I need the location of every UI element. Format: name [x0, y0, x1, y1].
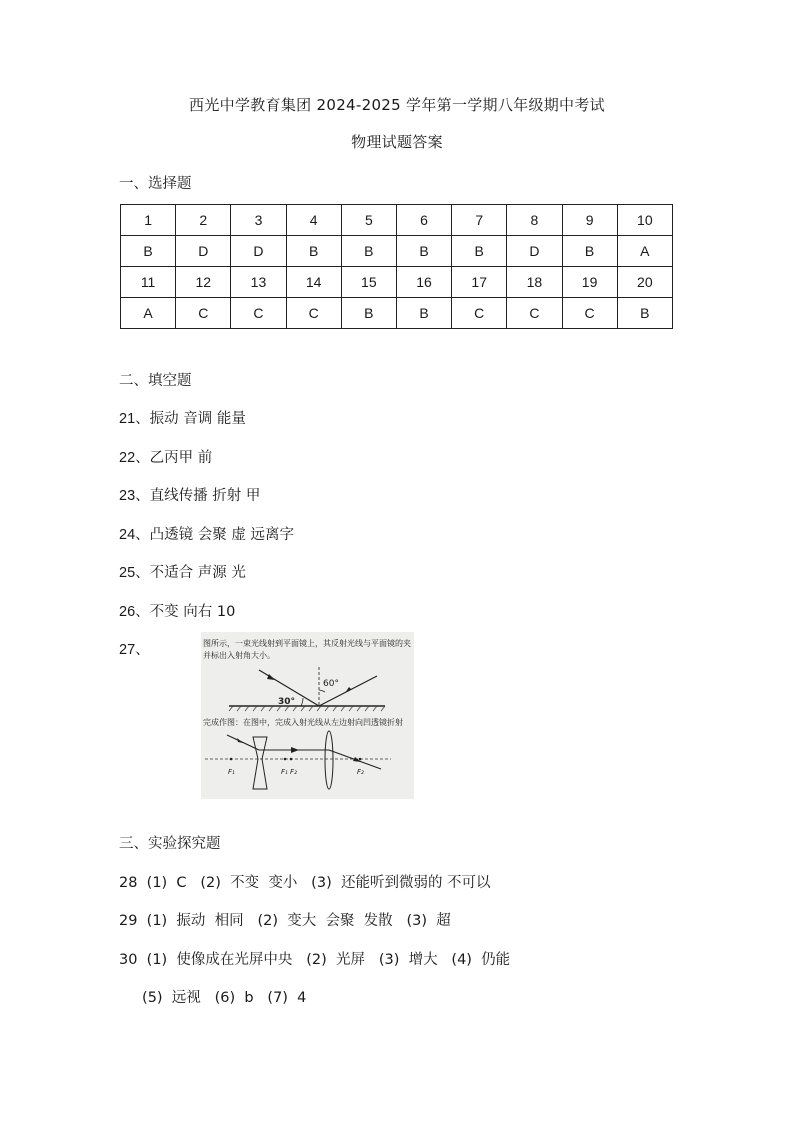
answer-cell: B	[452, 236, 507, 267]
answer-cell: B	[396, 298, 451, 329]
focus-label-f1: F₁	[228, 768, 235, 776]
question-number-cell: 11	[121, 267, 176, 298]
question-number-row	[121, 205, 673, 236]
question-number-cell: 5	[341, 205, 396, 236]
question-number-cell: 14	[286, 267, 341, 298]
figure-caption-top-2: 并标出入射角大小。	[203, 651, 275, 660]
question-number-cell: 6	[396, 205, 451, 236]
question-number-cell: 4	[286, 205, 341, 236]
answer-cell: B	[617, 298, 672, 329]
experiment-line-30: 30 (1) 使像成在光屏中央 (2) 光屏 (3) 增大 (4) 仍能	[119, 952, 511, 968]
figure-caption-bottom: 完成作图：在图中，完成入射光线从左边射向凹透镜折射	[203, 718, 403, 727]
concave-lens	[253, 737, 267, 789]
focus-point-f1-left	[230, 758, 233, 761]
question-number-cell: 15	[341, 267, 396, 298]
question-number-cell: 19	[562, 267, 617, 298]
angle-arc-60	[319, 690, 325, 692]
focus-label-f2: F₂	[357, 768, 364, 776]
answer-row	[121, 236, 673, 267]
choice-answer-table	[120, 204, 673, 329]
answer-cell: B	[121, 236, 176, 267]
answer-cell: C	[231, 298, 286, 329]
answer-cell: C	[176, 298, 231, 329]
answer-cell: A	[121, 298, 176, 329]
focus-point-f2	[290, 758, 293, 761]
question-number-cell: 18	[507, 267, 562, 298]
answer-line-22: 22、乙丙甲 前	[119, 450, 213, 466]
question-number-cell: 12	[176, 267, 231, 298]
answer-cell: A	[617, 236, 672, 267]
angle-arc-30	[301, 698, 303, 706]
experiment-line-28: 28 (1) C (2) 不变 变小 (3) 还能听到微弱的 不可以	[119, 875, 491, 891]
convex-lens	[325, 731, 333, 789]
question-number-cell: 20	[617, 267, 672, 298]
answer-line-21: 21、振动 音调 能量	[119, 411, 246, 427]
answer-line-27: 27、	[119, 642, 150, 658]
exam-subtitle: 物理试题答案	[351, 133, 443, 151]
figure-caption-top: 图所示，一束光线射到平面镜上，其反射光线与平面镜的夹	[203, 639, 411, 648]
question-number-cell: 16	[396, 267, 451, 298]
focus-point-f1	[284, 758, 287, 761]
section-heading-fill: 二、填空题	[119, 373, 192, 389]
mirror-hatching	[229, 706, 385, 711]
answer-cell: B	[341, 298, 396, 329]
answer-cell: D	[231, 236, 286, 267]
question-number-cell: 8	[507, 205, 562, 236]
answer-cell: B	[562, 236, 617, 267]
section-heading-experiment: 三、实验探究题	[119, 836, 221, 852]
focus-label-f1f2: F₁ F₂	[281, 768, 297, 776]
answer-cell: B	[341, 236, 396, 267]
answer-cell: C	[507, 298, 562, 329]
optics-diagram-figure	[201, 632, 414, 799]
question-number-row	[121, 267, 673, 298]
answer-line-26: 26、不变 向右 10	[119, 604, 236, 620]
question-number-cell: 7	[452, 205, 507, 236]
exam-title: 西光中学教育集团 2024-2025 学年第一学期八年级期中考试	[189, 96, 605, 114]
answer-line-25: 25、不适合 声源 光	[119, 565, 246, 581]
answer-cell: C	[452, 298, 507, 329]
answer-cell: C	[286, 298, 341, 329]
angle-label-30: 30°	[278, 697, 296, 707]
experiment-line-30-continued: (5) 远视 (6) b (7) 4	[119, 990, 307, 1006]
section-heading-choice: 一、选择题	[119, 176, 192, 192]
experiment-line-29: 29 (1) 振动 相同 (2) 变大 会聚 发散 (3) 超	[119, 913, 451, 929]
focus-point-f2-right	[359, 758, 362, 761]
answer-cell: D	[507, 236, 562, 267]
question-number-cell: 10	[617, 205, 672, 236]
parallel-ray-arrow	[291, 747, 299, 753]
answer-cell: C	[562, 298, 617, 329]
answer-cell: D	[176, 236, 231, 267]
answer-line-23: 23、直线传播 折射 甲	[119, 488, 261, 504]
question-number-cell: 13	[231, 267, 286, 298]
angle-label-60: 60°	[323, 679, 339, 689]
answer-line-24: 24、凸透镜 会聚 虚 远离字	[119, 527, 294, 543]
question-number-cell: 2	[176, 205, 231, 236]
question-number-cell: 9	[562, 205, 617, 236]
question-number-cell: 1	[121, 205, 176, 236]
answer-row	[121, 298, 673, 329]
answer-cell: B	[396, 236, 451, 267]
question-number-cell: 17	[452, 267, 507, 298]
question-number-cell: 3	[231, 205, 286, 236]
answer-cell: B	[286, 236, 341, 267]
